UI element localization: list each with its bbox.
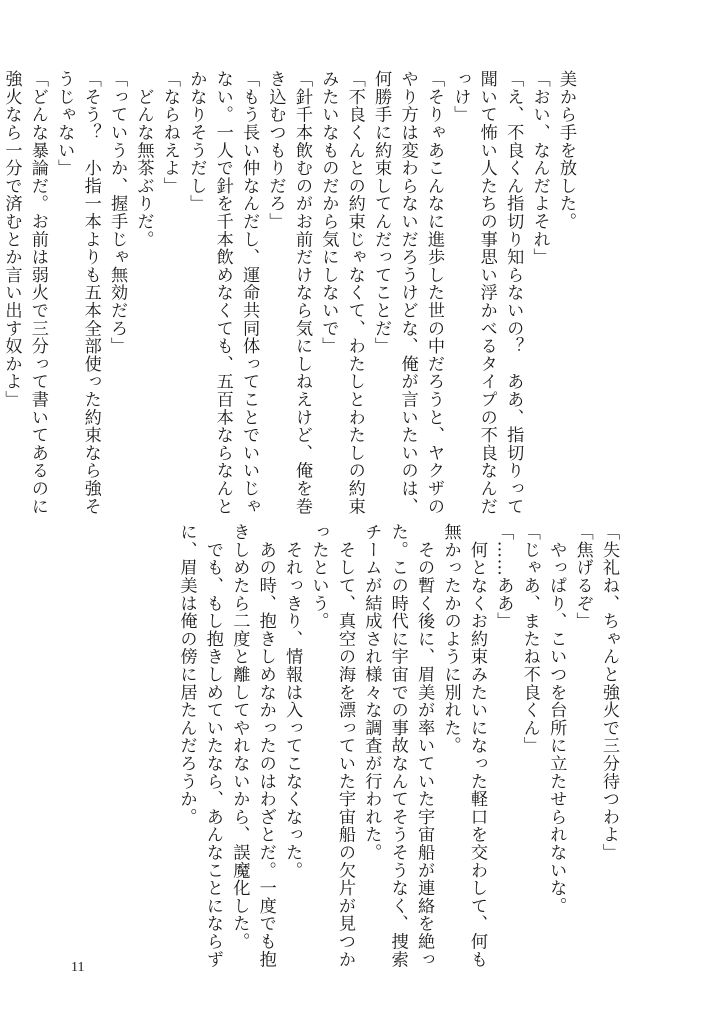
text-line: 「おい、なんだよそれ」 (529, 70, 550, 266)
text-line: ない。一人で針を千本飲めなくても、五百本ならなんと (212, 70, 233, 515)
text-line: 「失礼ね、ちゃんと強火で三分待つわよ」 (599, 523, 619, 862)
text-line: 「じゃあ、またね不良くん」 (519, 523, 540, 755)
text-line: っけ」 (450, 70, 471, 124)
text-line: 美から手を放した。 (556, 70, 576, 231)
text-line: 「っていうか、握手じゃ無効だろ」 (107, 70, 128, 355)
text-line: 「そう？ 小指一本よりも五本全部使った約束なら強そ (80, 70, 101, 515)
lower-text-block (173, 523, 622, 968)
text-line: 何勝手に約束してんだってことだ」 (371, 70, 392, 355)
text-line: に、眉美は俺の傍に居たんだろうか。 (176, 523, 197, 826)
text-line: 「焦げるぞ」 (572, 523, 593, 630)
text-line: 「どんな暴論だ。お前は弱火で三分って書いてあるのに (27, 70, 48, 515)
text-line: みたいなものだから気にしないで」 (318, 70, 339, 355)
text-line: その暫く後に、眉美が率いていた宇宙船が連絡を絶っ (414, 523, 435, 968)
text-line: 「え、不良くん指切り知らないの？ ああ、指切りって (503, 70, 524, 515)
text-line: かなりそうだし」 (186, 70, 207, 213)
text-line: 「そりゃあこんなに進歩した世の中だろうと、ヤクザの (423, 70, 444, 515)
text-line: きしめたら二度と離してやれないから、誤魔化した。 (229, 523, 250, 951)
text-line: た。この時代に宇宙での事故なんてそうそうなく、捜索 (387, 523, 408, 968)
text-line: そして、真空の海を漂っていた宇宙船の欠片が見つか (334, 523, 355, 968)
text-line: それっきり、情報は入ってこなくなった。 (282, 523, 303, 879)
text-line: あの時、抱きしめなかったのはわざとだ。一度でも抱 (255, 523, 276, 968)
text-line: 何となくお約束みたいになった軽口を交わして、何も (466, 523, 487, 968)
upper-text-block (0, 70, 579, 515)
text-line: 聞いて怖い人たちの事思い浮かべるタイプの不良なんだ (476, 70, 497, 515)
text-line: き込むつもりだろ」 (265, 70, 286, 231)
text-line: 「針千本飲むのがお前だけなら気にしねえけど、俺を巻 (291, 70, 312, 515)
text-line: 「……ああ」 (493, 523, 514, 630)
text-line: 無かったかのように別れた。 (440, 523, 461, 755)
text-line: でも、もし抱きしめていたなら、あんなことにならず (202, 523, 223, 968)
text-line: ったという。 (308, 523, 329, 630)
text-line: チームが結成され様々な調査が行われた。 (361, 523, 382, 862)
text-line: やっぱり、こいつを台所に立たせられないな。 (546, 523, 567, 915)
text-line: どんな無茶ぶりだ。 (133, 70, 154, 248)
page-number: 11 (71, 960, 85, 975)
text-line: やり方は変わらないだろうけどな、俺が言いたいのは、 (397, 70, 418, 515)
text-line: うじゃない」 (54, 70, 75, 177)
text-line: 「もう長い仲なんだし、運命共同体ってことでいいじゃ (239, 70, 260, 515)
text-line: 強火なら一分で済むとか言い出す奴かよ」 (1, 70, 22, 409)
text-line: 「ならねえよ」 (159, 70, 180, 195)
text-line: 「不良くんとの約束じゃなくて、わたしとわたしの約束 (344, 70, 365, 515)
